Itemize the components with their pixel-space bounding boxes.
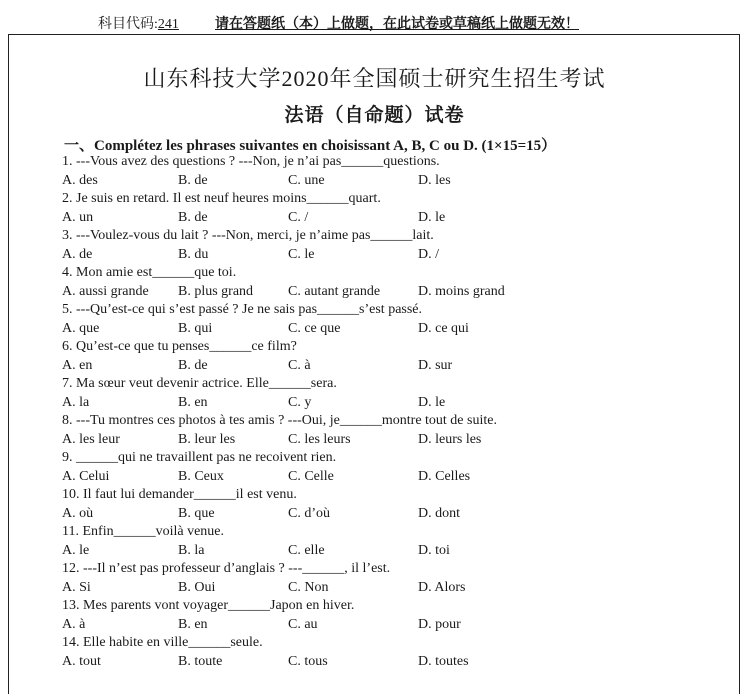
question-options <box>62 357 742 376</box>
option-d: D. pour <box>418 616 461 632</box>
option-d: D. moins grand <box>418 283 505 299</box>
question-text: 10. Il faut lui demander______il est venu. <box>62 487 297 502</box>
question-options <box>62 579 742 598</box>
option-b: B. en <box>178 616 208 632</box>
subject-code <box>98 13 179 33</box>
question-list <box>62 153 742 671</box>
option-c: C. / <box>288 209 309 225</box>
option-c: C. une <box>288 172 325 188</box>
subject-code-label: 科目代码: <box>98 17 158 32</box>
option-d: D. Alors <box>418 579 466 595</box>
option-d: D. / <box>418 246 439 262</box>
option-b: B. la <box>178 542 205 558</box>
option-d: D. dont <box>418 505 460 521</box>
question-text: 4. Mon amie est______que toi. <box>62 265 237 280</box>
option-d: D. toutes <box>418 653 469 669</box>
option-c: C. le <box>288 246 315 262</box>
option-a: A. Si <box>62 579 91 595</box>
option-c: C. Celle <box>288 468 334 484</box>
option-a: A. de <box>62 246 93 262</box>
question-options <box>62 431 742 450</box>
question-options <box>62 246 742 265</box>
option-b: B. Ceux <box>178 468 224 484</box>
option-d: D. leurs les <box>418 431 482 447</box>
option-a: A. un <box>62 209 94 225</box>
option-b: B. leur les <box>178 431 236 447</box>
exam-title: 山东科技大学2020年全国硕士研究生招生考试 <box>143 66 606 91</box>
section-heading: 一、Complétez les phrases suivantes en choisissant A, B, C ou D. (1×15=15） <box>64 138 557 154</box>
question-text: 5. ---Qu’est-ce qui s’est passé ? Je ne sais pas______s’est passé. <box>62 302 423 317</box>
option-d: D. les <box>418 172 451 188</box>
option-d: D. le <box>418 394 446 410</box>
question-text: 6. Qu’est-ce que tu penses______ce film? <box>62 339 297 354</box>
question-options <box>62 394 742 413</box>
option-b: B. du <box>178 246 209 262</box>
option-a: A. à <box>62 616 86 632</box>
question-text: 14. Elle habite en ville______seule. <box>62 635 263 650</box>
option-c: C. les leurs <box>288 431 351 447</box>
subject-code-number: 241 <box>157 17 179 32</box>
question-options <box>62 505 742 524</box>
question-options <box>62 320 742 339</box>
question-text: 7. Ma sœur veut devenir actrice. Elle______sera. <box>62 376 337 391</box>
option-b: B. en <box>178 394 208 410</box>
question-text: 9. ______qui ne travaillent pas ne recoivent rien. <box>62 450 337 465</box>
exam-subtitle: 法语（自命题）试卷 <box>284 105 465 126</box>
question-options <box>62 653 742 672</box>
option-d: D. toi <box>418 542 450 558</box>
option-a: A. la <box>62 394 90 410</box>
option-a: A. en <box>62 357 93 373</box>
option-a: A. aussi grande <box>62 283 149 299</box>
option-c: C. elle <box>288 542 325 558</box>
question-options <box>62 283 742 302</box>
question-text: 1. ---Vous avez des questions ? ---Non, je n’ai pas______questions. <box>62 154 440 169</box>
option-a: A. où <box>62 505 94 521</box>
option-c: C. y <box>288 394 312 410</box>
option-c: C. à <box>288 357 311 373</box>
option-a: A. le <box>62 542 90 558</box>
question-text: 13. Mes parents vont voyager______Japon en hiver. <box>62 598 355 613</box>
option-c: C. ce que <box>288 320 341 336</box>
question-options <box>62 172 742 191</box>
option-a: A. Celui <box>62 468 110 484</box>
question-options <box>62 616 742 635</box>
option-b: B. qui <box>178 320 213 336</box>
option-d: D. Celles <box>418 468 471 484</box>
option-d: D. ce qui <box>418 320 469 336</box>
option-a: A. les leur <box>62 431 120 447</box>
option-b: B. toute <box>178 653 223 669</box>
answer-sheet-warning: 请在答题纸（本）上做题，在此试卷或草稿纸上做题无效！ <box>215 17 579 32</box>
option-c: C. au <box>288 616 318 632</box>
option-d: D. le <box>418 209 446 225</box>
exam-header <box>0 10 749 34</box>
option-d: D. sur <box>418 357 453 373</box>
question-options <box>62 468 742 487</box>
option-c: C. autant grande <box>288 283 381 299</box>
question-options <box>62 542 742 561</box>
question-text: 8. ---Tu montres ces photos à tes amis ? ---Oui, je______montre tout de suite. <box>62 413 497 428</box>
question-options <box>62 209 742 228</box>
option-a: A. tout <box>62 653 101 669</box>
option-c: C. tous <box>288 653 328 669</box>
option-c: C. Non <box>288 579 329 595</box>
option-b: B. de <box>178 172 208 188</box>
option-a: A. que <box>62 320 100 336</box>
question-text: 3. ---Voulez-vous du lait ? ---Non, merci, je n’aime pas______lait. <box>62 228 434 243</box>
option-b: B. de <box>178 357 208 373</box>
question-text: 2. Je suis en retard. Il est neuf heures moins______quart. <box>62 191 381 206</box>
option-b: B. Oui <box>178 579 216 595</box>
question-text: 11. Enfin______voilà venue. <box>62 524 225 539</box>
option-c: C. d’où <box>288 505 330 521</box>
option-a: A. des <box>62 172 98 188</box>
option-b: B. de <box>178 209 208 225</box>
option-b: B. plus grand <box>178 283 254 299</box>
option-b: B. que <box>178 505 215 521</box>
question-text: 12. ---Il n’est pas professeur d’anglais ? ---______, il l’est. <box>62 561 391 576</box>
